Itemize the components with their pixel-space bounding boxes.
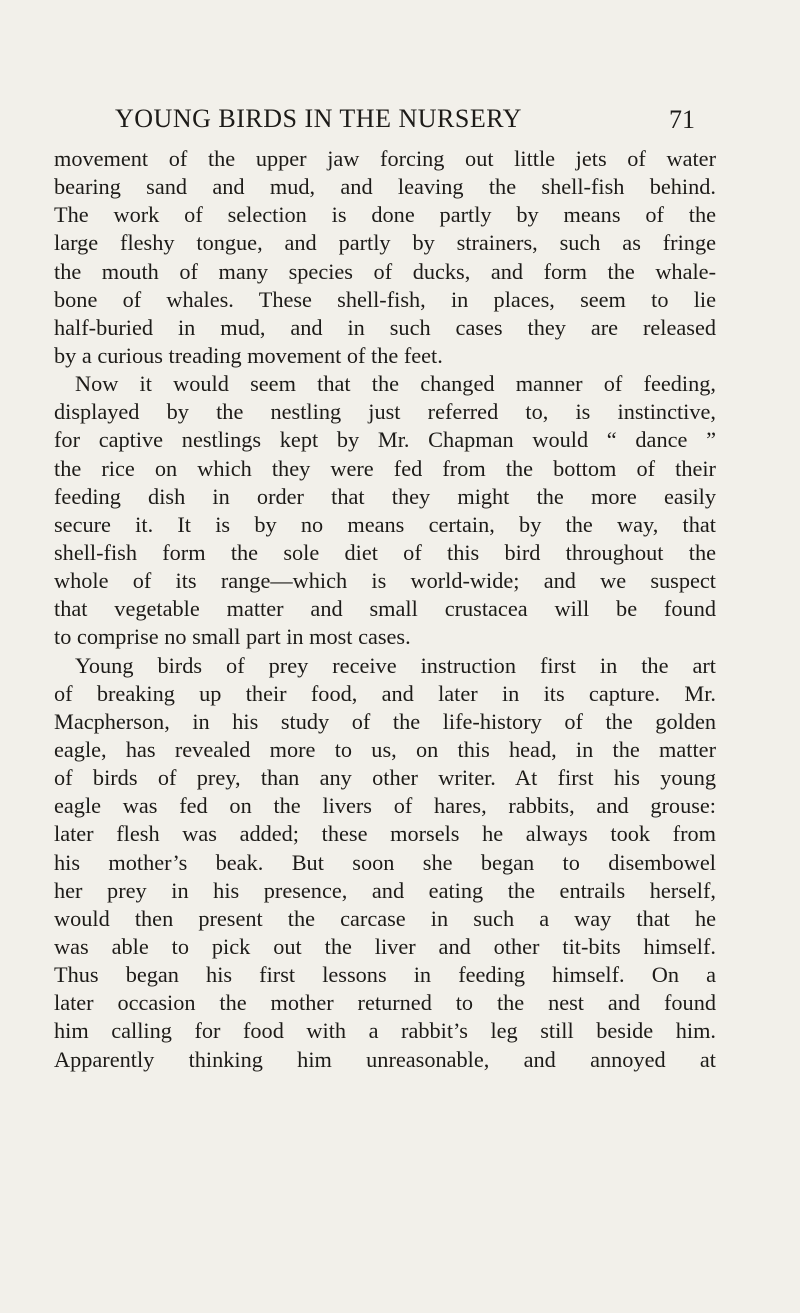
text-line: him calling for food with a rabbit’s leg still beside him.	[54, 1018, 716, 1044]
text-line: eagle, has revealed more to us, on this head, in the matter	[54, 736, 716, 762]
text-line: whole of its range—which is world-wide; and we suspect	[54, 568, 716, 594]
text-line: was able to pick out the liver and other tit-bits himself.	[54, 933, 716, 959]
text-line: movement of the upper jaw forcing out little jets of water	[54, 146, 716, 171]
text-line: her prey in his presence, and eating the entrails herself,	[54, 877, 716, 903]
body-text	[54, 145, 716, 1074]
text-line: the rice on which they were fed from the bottom of their	[54, 455, 716, 481]
text-line: secure it. It is by no means certain, by the way, that	[54, 511, 716, 537]
text-line: that vegetable matter and small crustacea will be found	[54, 596, 716, 622]
text-line: half-buried in mud, and in such cases they are released	[54, 314, 716, 340]
text-line: bearing sand and mud, and leaving the shell-fish behind.	[54, 174, 716, 200]
paragraph-start-line: Young birds of prey receive instruction first in the art	[75, 652, 716, 678]
text-line: eagle was fed on the livers of hares, rabbits, and grouse:	[54, 793, 716, 819]
text-line: of birds of prey, than any other writer. At first his young	[54, 765, 716, 791]
running-title: YOUNG BIRDS IN THE NURSERY	[115, 104, 522, 133]
text-line: Apparently thinking him unreasonable, and annoyed at	[54, 1046, 716, 1072]
text-line: would then present the carcase in such a way that he	[54, 905, 716, 931]
running-head	[115, 104, 695, 140]
text-line: for captive nestlings kept by Mr. Chapman would “ dance ”	[54, 427, 716, 453]
page-number: 71	[669, 105, 695, 134]
text-line: later flesh was added; these morsels he always took from	[54, 821, 716, 847]
text-line: by a curious treading movement of the feet.	[54, 342, 443, 368]
text-line: of breaking up their food, and later in its capture. Mr.	[54, 680, 716, 706]
paragraph-start-line: Now it would seem that the changed manner of feeding,	[75, 371, 716, 397]
text-line: Macpherson, in his study of the life-history of the golden	[54, 708, 716, 734]
text-line: feeding dish in order that they might the more easily	[54, 483, 716, 509]
text-line: Thus began his first lessons in feeding himself. On a	[54, 962, 716, 988]
text-line: shell-fish form the sole diet of this bird throughout the	[54, 539, 716, 565]
text-line: his mother’s beak. But soon she began to disembowel	[54, 849, 716, 875]
text-line: bone of whales. These shell-fish, in places, seem to lie	[54, 286, 716, 312]
text-line: displayed by the nestling just referred to, is instinctive,	[54, 399, 716, 425]
text-line: The work of selection is done partly by means of the	[54, 202, 716, 228]
text-line: large fleshy tongue, and partly by strainers, such as fringe	[54, 230, 716, 256]
text-line: the mouth of many species of ducks, and form the whale-	[54, 258, 716, 284]
text-line: later occasion the mother returned to the nest and found	[54, 990, 716, 1016]
text-line: to comprise no small part in most cases.	[54, 624, 411, 650]
